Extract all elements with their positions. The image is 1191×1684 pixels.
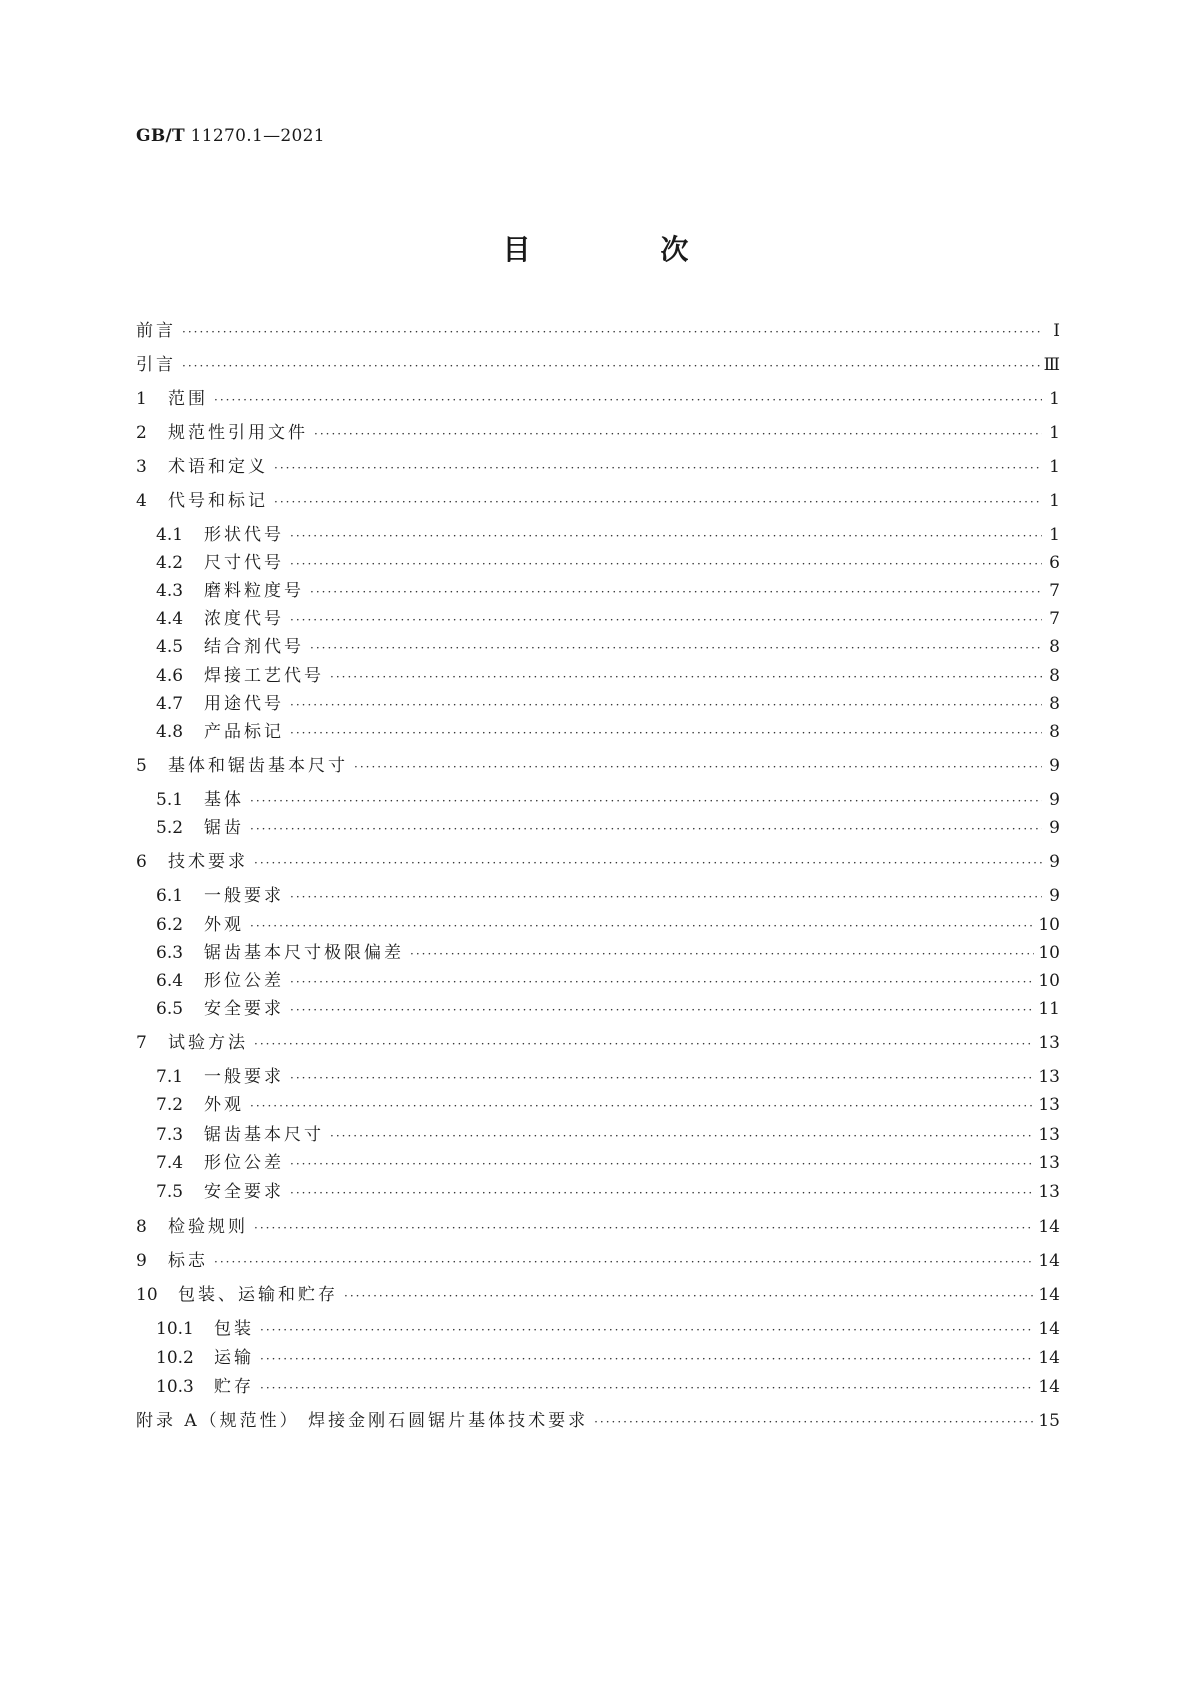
toc-entry-page: 10 [1038, 915, 1060, 935]
dot-leader [260, 1381, 1034, 1395]
toc-entry[interactable] [156, 576, 1060, 601]
toc-entry-label: 基体和锯齿基本尺寸 [168, 756, 348, 776]
toc-entry-label: 形位公差 [204, 971, 284, 991]
toc-entry-page: 9 [1049, 756, 1060, 776]
toc-entry-number: 6 [136, 852, 147, 872]
toc-entry[interactable] [156, 717, 1060, 742]
toc-entry-label: 形位公差 [204, 1153, 284, 1173]
toc-entry-page: 9 [1049, 790, 1060, 810]
toc-entry-label: 焊接工艺代号 [204, 666, 324, 686]
dot-leader [254, 1221, 1034, 1235]
toc-entry-page: 6 [1049, 553, 1060, 573]
toc-entry-label: 包装 [214, 1319, 254, 1339]
toc-entry-number: 5.1 [156, 790, 184, 810]
toc-entry[interactable] [156, 1343, 1060, 1368]
toc-entry-page: 8 [1049, 637, 1060, 657]
standard-code-number: 11270.1—2021 [190, 126, 325, 146]
dot-leader [310, 641, 1042, 655]
toc-entry-page: 10 [1038, 943, 1060, 963]
toc-entry-page: 15 [1038, 1411, 1060, 1431]
dot-leader [260, 1323, 1034, 1337]
toc-entry-page: 14 [1038, 1217, 1060, 1237]
toc-entry-number: 2 [136, 423, 147, 443]
toc-entry[interactable] [156, 1062, 1060, 1087]
toc-entry[interactable] [136, 1212, 1060, 1237]
toc-entry-number: 6.2 [156, 915, 184, 935]
toc-entry[interactable] [136, 486, 1060, 511]
dot-leader [310, 585, 1042, 599]
toc-entry-page: 13 [1038, 1125, 1060, 1145]
toc-entry-label: 外观 [204, 915, 244, 935]
toc-entry-number: 7.3 [156, 1125, 184, 1145]
dot-leader [290, 975, 1034, 989]
dot-leader [260, 1352, 1034, 1366]
toc-entry-label: 形状代号 [204, 525, 284, 545]
dot-leader [594, 1415, 1034, 1429]
toc-entry-label: 外观 [204, 1095, 244, 1115]
toc-entry-label: 技术要求 [168, 852, 248, 872]
toc-entry-label: 安全要求 [204, 999, 284, 1019]
dot-leader [354, 760, 1042, 774]
toc-entry-label: 术语和定义 [168, 457, 268, 477]
toc-entry-number: 9 [136, 1251, 147, 1271]
toc-entry-label: 运输 [214, 1348, 254, 1368]
toc-entry[interactable] [156, 994, 1060, 1019]
toc-entry[interactable] [156, 632, 1060, 657]
toc-entry-page: 14 [1038, 1285, 1060, 1305]
standard-code [136, 126, 325, 146]
toc-entry[interactable] [136, 452, 1060, 477]
dot-leader [290, 1071, 1034, 1085]
toc-entry-page: Ⅲ [1043, 355, 1060, 375]
toc-entry-number: 7 [136, 1033, 147, 1053]
toc-entry-page: 8 [1049, 722, 1060, 742]
toc-entry[interactable] [156, 604, 1060, 629]
toc-entry-page: 1 [1049, 423, 1060, 443]
dot-leader [214, 1255, 1034, 1269]
toc-entry[interactable] [136, 751, 1060, 776]
toc-entry-number: 3 [136, 457, 147, 477]
toc-entry[interactable] [156, 1314, 1060, 1339]
toc-entry-label: 浓度代号 [204, 609, 284, 629]
toc-entry-label: 试验方法 [168, 1033, 248, 1053]
toc-entry-page: 14 [1038, 1348, 1060, 1368]
dot-leader [290, 726, 1042, 740]
toc-entry[interactable] [156, 1177, 1060, 1202]
toc-entry-label: 标志 [168, 1251, 208, 1271]
toc-entry-label: 前言 [136, 321, 176, 341]
toc-entry-number: 7.2 [156, 1095, 184, 1115]
toc-entry-label: 锯齿基本尺寸 [204, 1125, 324, 1145]
toc-entry-number: 5 [136, 756, 147, 776]
toc-entry-number: 4.1 [156, 525, 184, 545]
toc-entry-number: 6.4 [156, 971, 184, 991]
dot-leader [214, 393, 1042, 407]
toc-entry-page: 9 [1049, 886, 1060, 906]
toc-entry-page: 8 [1049, 666, 1060, 686]
dot-leader [330, 1129, 1034, 1143]
toc-entry-label: 范围 [168, 389, 208, 409]
toc-entry[interactable] [136, 418, 1060, 443]
toc-entry-number: 1 [136, 389, 147, 409]
dot-leader [344, 1289, 1034, 1303]
toc-entry-page: 13 [1038, 1153, 1060, 1173]
toc-entry[interactable] [156, 520, 1060, 545]
toc-entry[interactable] [156, 1372, 1060, 1397]
toc-entry-page: 1 [1049, 491, 1060, 511]
toc-entry[interactable] [136, 384, 1060, 409]
toc-entry-page: 10 [1038, 971, 1060, 991]
toc-entry-page: 1 [1049, 457, 1060, 477]
toc-entry-label: 引言 [136, 355, 176, 375]
dot-leader [250, 1099, 1034, 1113]
toc-entry-number: 4.2 [156, 553, 184, 573]
toc-entry-page: 7 [1049, 581, 1060, 601]
toc-entry-page: 14 [1038, 1319, 1060, 1339]
toc-entry-label: 锯齿 [204, 818, 244, 838]
dot-leader [290, 1157, 1034, 1171]
toc-entry[interactable] [156, 881, 1060, 906]
toc-entry[interactable] [156, 548, 1060, 573]
toc-entry[interactable] [156, 966, 1060, 991]
toc-entry-label: 包装、运输和贮存 [178, 1285, 338, 1305]
toc-entry-page: 13 [1038, 1067, 1060, 1087]
dot-leader [274, 461, 1042, 475]
dot-leader [290, 1003, 1034, 1017]
toc-entry-label: 检验规则 [168, 1217, 248, 1237]
dot-leader [254, 856, 1042, 870]
dot-leader [182, 325, 1042, 339]
toc-entry[interactable] [156, 938, 1060, 963]
toc-entry-page: 13 [1038, 1182, 1060, 1202]
toc-entry-number: 10.1 [156, 1319, 194, 1339]
toc-entry[interactable] [136, 316, 1060, 341]
toc-entry[interactable] [156, 910, 1060, 935]
toc-entry-number: 5.2 [156, 818, 184, 838]
toc-entry-number: 6.3 [156, 943, 184, 963]
toc-entry[interactable] [136, 1280, 1060, 1305]
toc-entry-page: 14 [1038, 1251, 1060, 1271]
dot-leader [330, 670, 1042, 684]
toc-entry-number: 6.5 [156, 999, 184, 1019]
toc-entry-page: 13 [1038, 1033, 1060, 1053]
toc-entry[interactable] [156, 1090, 1060, 1115]
toc-entry-page: 9 [1049, 852, 1060, 872]
toc-entry-number: 4.3 [156, 581, 184, 601]
toc-entry-label: 附录 A（规范性） 焊接金刚石圆锯片基体技术要求 [136, 1411, 589, 1431]
dot-leader [290, 529, 1042, 543]
dot-leader [290, 890, 1042, 904]
toc-entry-page: 13 [1038, 1095, 1060, 1115]
toc-entry-label: 尺寸代号 [204, 553, 284, 573]
toc-entry[interactable] [156, 813, 1060, 838]
toc-entry[interactable] [156, 1148, 1060, 1173]
toc-entry[interactable] [136, 350, 1060, 375]
toc-entry-page: 9 [1049, 818, 1060, 838]
toc-entry-number: 10.3 [156, 1377, 194, 1397]
dot-leader [290, 1186, 1034, 1200]
toc-entry-number: 4 [136, 491, 147, 511]
toc-entry-number: 4.6 [156, 666, 184, 686]
toc-entry-label: 规范性引用文件 [168, 423, 308, 443]
page-title: 目 次 [502, 233, 749, 266]
dot-leader [254, 1037, 1034, 1051]
toc-entry-number: 10.2 [156, 1348, 194, 1368]
toc-entry-page: Ⅰ [1053, 321, 1060, 341]
toc-entry-page: 11 [1038, 999, 1060, 1019]
dot-leader [410, 947, 1034, 961]
toc-entry[interactable] [136, 1406, 1060, 1431]
toc-entry[interactable] [136, 1246, 1060, 1271]
toc-entry-number: 10 [136, 1285, 158, 1305]
toc-entry-label: 安全要求 [204, 1182, 284, 1202]
dot-leader [290, 613, 1042, 627]
dot-leader [274, 495, 1042, 509]
toc-entry-number: 4.8 [156, 722, 184, 742]
toc-entry[interactable] [136, 847, 1060, 872]
toc-entry-label: 结合剂代号 [204, 637, 304, 657]
toc-entry-label: 代号和标记 [168, 491, 268, 511]
toc-entry-label: 用途代号 [204, 694, 284, 714]
toc-entry-page: 1 [1049, 389, 1060, 409]
toc-entry-label: 基体 [204, 790, 244, 810]
toc-entry-number: 6.1 [156, 886, 184, 906]
toc-entry-number: 8 [136, 1217, 147, 1237]
dot-leader [290, 557, 1042, 571]
toc-entry[interactable] [156, 1120, 1060, 1145]
toc-entry-page: 1 [1049, 525, 1060, 545]
toc-entry-label: 一般要求 [204, 886, 284, 906]
standard-code-prefix: GB/T [136, 126, 185, 146]
toc-entry-number: 7.5 [156, 1182, 184, 1202]
dot-leader [290, 698, 1042, 712]
toc-entry-number: 4.4 [156, 609, 184, 629]
toc-entry-number: 7.1 [156, 1067, 184, 1087]
toc-entry-page: 7 [1049, 609, 1060, 629]
dot-leader [182, 359, 1040, 373]
toc-entry-label: 产品标记 [204, 722, 284, 742]
toc-entry-label: 一般要求 [204, 1067, 284, 1087]
dot-leader [250, 794, 1042, 808]
toc-entry-number: 7.4 [156, 1153, 184, 1173]
toc-entry[interactable] [156, 661, 1060, 686]
toc-entry-number: 4.7 [156, 694, 184, 714]
toc-entry-label: 锯齿基本尺寸极限偏差 [204, 943, 404, 963]
toc-entry[interactable] [156, 785, 1060, 810]
toc-entry-page: 8 [1049, 694, 1060, 714]
toc-entry[interactable] [136, 1028, 1060, 1053]
dot-leader [250, 822, 1042, 836]
toc-entry-number: 4.5 [156, 637, 184, 657]
toc-entry-label: 磨料粒度号 [204, 581, 304, 601]
toc-entry-page: 14 [1038, 1377, 1060, 1397]
toc-entry[interactable] [156, 689, 1060, 714]
dot-leader [314, 427, 1042, 441]
dot-leader [250, 919, 1034, 933]
toc-entry-label: 贮存 [214, 1377, 254, 1397]
